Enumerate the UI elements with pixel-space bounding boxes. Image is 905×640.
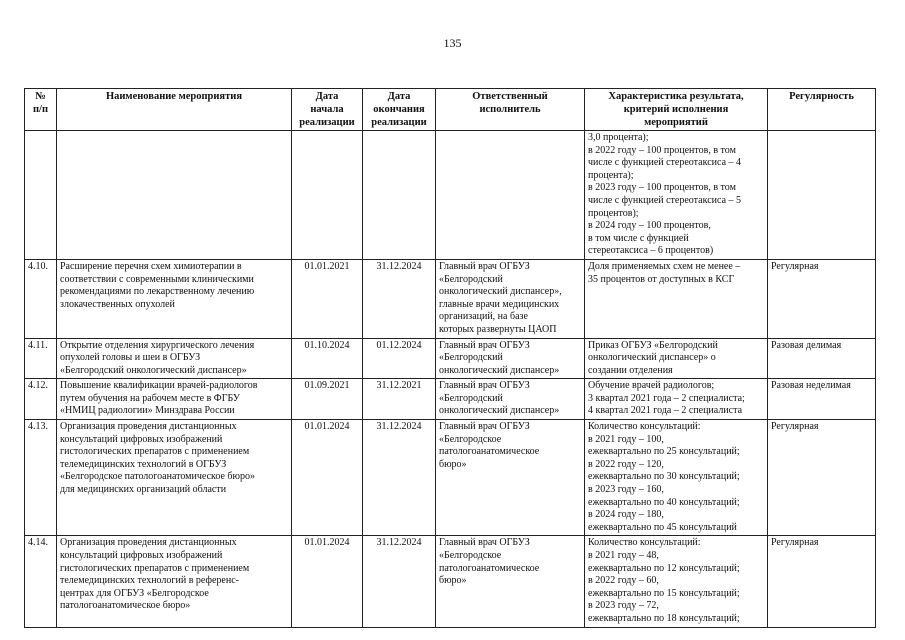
responsible-executor-line: бюро» [439, 458, 467, 470]
event-name-line: «Белгородское патологоанатомическое бюро» [60, 471, 255, 483]
event-name-cell [57, 536, 292, 627]
row-number: 4.12. [28, 380, 48, 392]
end-date-cell [363, 131, 436, 260]
event-name-line: консультаций цифровых изображений [60, 433, 223, 445]
result-description-line: 3 квартал 2021 года – 2 специалиста; [588, 392, 745, 404]
event-name-cell [57, 338, 292, 379]
result-description-line: 3,0 процента); [588, 132, 649, 143]
result-description-line: ежеквартально по 15 консультаций; [588, 587, 740, 599]
start-date-cell [292, 379, 363, 420]
event-name-line: опухолей головы и шеи в ОГБУЗ [60, 352, 201, 364]
row-number: 4.14. [28, 537, 48, 549]
result-description-line: онкологический диспансер» о [588, 352, 716, 364]
table-row [25, 131, 876, 260]
start-date-cell [292, 259, 363, 338]
event-name-line: «Белгородский онкологический диспансер» [60, 364, 247, 376]
end-date: 31.12.2021 [376, 380, 422, 392]
result-description-line: в 2024 году – 180, [588, 509, 664, 521]
start-date: 01.01.2024 [304, 537, 350, 549]
responsible-executor-line: онкологический диспансер» [439, 405, 560, 417]
header-line: Дата [315, 91, 339, 102]
header-line: реализации [299, 117, 355, 128]
regularity: Регулярная [771, 421, 819, 433]
end-date-cell [363, 338, 436, 379]
end-date: 31.12.2024 [376, 537, 422, 549]
start-date-cell [292, 420, 363, 536]
regularity-cell [768, 379, 876, 420]
responsible-executor-line: патологоанатомическое [439, 562, 540, 574]
table-row [25, 338, 876, 379]
regularity-cell [768, 259, 876, 338]
result-description-line: Обучение врачей радиологов; [588, 380, 715, 392]
start-date: 01.01.2021 [304, 260, 350, 272]
result-description-cell [585, 131, 768, 260]
end-date: 31.12.2024 [376, 421, 422, 433]
header-responsible [436, 89, 585, 131]
result-description-line: Количество консультаций: [588, 421, 701, 433]
responsible-executor-cell [436, 420, 585, 536]
result-description-line: ежеквартально по 12 консультаций; [588, 562, 740, 574]
event-name-line: «НМИЦ радиологии» Минздрава России [60, 405, 235, 417]
result-description-cell [585, 259, 768, 338]
end-date: 31.12.2024 [376, 260, 422, 272]
result-description-line: числе с функцией стереотаксиса – 4 [588, 157, 742, 169]
row-number-cell [25, 420, 57, 536]
responsible-executor-cell [436, 259, 585, 338]
responsible-executor-line: «Белгородский [439, 392, 503, 404]
result-description-line: в 2024 году – 100 процентов, [588, 220, 711, 232]
regularity: Регулярная [771, 260, 819, 272]
table-row [25, 379, 876, 420]
event-name-line: телемедицинских технологий в ОГБУЗ [60, 458, 227, 470]
result-description-cell [585, 536, 768, 627]
responsible-executor-line: которых развернуты ЦАОП [439, 323, 557, 335]
header-line: начала [310, 104, 344, 115]
result-description-line: процентов); [588, 207, 639, 219]
start-date: 01.09.2021 [304, 380, 350, 392]
table-row [25, 420, 876, 536]
end-date-cell [363, 420, 436, 536]
regularity: Разовая неделимая [771, 380, 851, 392]
event-name-line: Открытие отделения хирургического лечения [60, 339, 255, 351]
event-name-line: центрах для ОГБУЗ «Белгородское [60, 587, 209, 599]
event-name-line: Расширение перечня схем химиотерапии в [60, 260, 242, 272]
header-name [57, 89, 292, 131]
result-description-line: ежеквартально по 30 консультаций; [588, 471, 740, 483]
event-name-cell [57, 420, 292, 536]
row-number-cell [25, 338, 57, 379]
start-date-cell [292, 131, 363, 260]
event-name-line: путем обучения на рабочем месте в ФГБУ [60, 392, 240, 404]
row-number: 4.11. [28, 339, 48, 351]
result-description-line: в том числе с функцией [588, 232, 689, 244]
responsible-executor-line: онкологический диспансер» [439, 364, 560, 376]
responsible-executor-line: Главный врач ОГБУЗ [439, 421, 530, 433]
header-result [585, 89, 768, 131]
header-line: Характеристика результата, [608, 91, 744, 102]
header-line: мероприятий [644, 117, 708, 128]
result-description-line: в 2023 году – 160, [588, 484, 664, 496]
header-line: п/п [32, 104, 49, 115]
event-name-cell [57, 259, 292, 338]
event-name-line: Организация проведения дистанционных [60, 421, 237, 433]
start-date: 01.10.2024 [304, 339, 350, 351]
events-table [24, 88, 876, 628]
result-description-cell [585, 338, 768, 379]
result-description-line: числе с функцией стереотаксиса – 5 [588, 194, 742, 206]
result-description-line: Доля применяемых схем не менее – [588, 260, 741, 272]
result-description-line: ежеквартально по 18 консультаций; [588, 612, 740, 624]
header-line: реализации [371, 117, 427, 128]
event-name-line: Повышение квалификации врачей-радиологов [60, 380, 258, 392]
event-name-line: телемедицинских технологий в референс- [60, 575, 239, 587]
table-row [25, 536, 876, 627]
responsible-executor-line: патологоанатомическое [439, 446, 540, 458]
header-start-date [292, 89, 363, 131]
responsible-executor-line: главные врачи медицинских [439, 298, 560, 310]
table-body [25, 131, 876, 628]
responsible-executor-line: «Белгородский [439, 352, 503, 364]
result-description-line: 35 процентов от доступных в КСГ [588, 273, 735, 285]
event-name-line: консультаций цифровых изображений [60, 550, 223, 561]
result-description-cell [585, 420, 768, 536]
header-line: № [35, 91, 46, 102]
end-date: 01.12.2024 [376, 339, 422, 351]
result-description-line: стереотаксиса – 6 процентов) [588, 245, 714, 257]
result-description-line: создании отделения [588, 364, 673, 376]
regularity-cell [768, 131, 876, 260]
result-description-line: ежеквартально по 25 консультаций; [588, 446, 740, 458]
result-description-line: ежеквартально по 40 консультаций; [588, 496, 740, 508]
header-regularity [768, 89, 876, 131]
event-name-line: патологоанатомическое бюро» [60, 600, 191, 612]
event-name-line: соответствии с современными клиническими [60, 273, 254, 285]
result-description-line: в 2021 году – 48, [588, 550, 659, 561]
result-description-line: в 2022 году – 100 процентов, в том [588, 144, 736, 156]
result-description-line: Количество консультаций: [588, 537, 701, 549]
responsible-executor-cell [436, 338, 585, 379]
responsible-executor-line: Главный врач ОГБУЗ [439, 339, 530, 351]
event-name-line: гистологических препаратов с применением [60, 446, 250, 458]
header-line: Ответственный [472, 91, 548, 102]
result-description-line: Приказ ОГБУЗ «Белгородский [588, 339, 718, 351]
responsible-executor-line: Главный врач ОГБУЗ [439, 380, 530, 392]
end-date-cell [363, 379, 436, 420]
header-line: окончания [373, 104, 425, 115]
event-name-line: злокачественных опухолей [60, 298, 175, 310]
header-line: Наименование мероприятия [105, 91, 243, 102]
result-description-line: в 2021 году – 100, [588, 433, 664, 445]
result-description-line: в 2022 году – 120, [588, 458, 664, 470]
end-date-cell [363, 536, 436, 627]
result-description-line: в 2023 году – 72, [588, 600, 659, 612]
header-line: Регулярность [789, 91, 854, 102]
responsible-executor-line: «Белгородский [439, 273, 503, 285]
result-description-line: ежеквартально по 45 консультаций [588, 521, 737, 533]
page-number: 135 [443, 36, 462, 50]
row-number-cell [25, 379, 57, 420]
table-row [25, 259, 876, 338]
regularity-cell [768, 536, 876, 627]
regularity: Разовая делимая [771, 339, 842, 351]
start-date: 01.01.2024 [304, 421, 350, 433]
row-number-cell [25, 131, 57, 260]
row-number-cell [25, 536, 57, 627]
header-row [25, 89, 876, 131]
responsible-executor-cell [436, 379, 585, 420]
header-line: Дата [387, 91, 411, 102]
regularity-cell [768, 420, 876, 536]
responsible-executor-line: организаций, на базе [439, 311, 528, 323]
end-date-cell [363, 259, 436, 338]
responsible-executor-cell [436, 536, 585, 627]
regularity: Регулярная [771, 537, 819, 549]
responsible-executor-line: онкологический диспансер», [439, 286, 562, 298]
regularity-cell [768, 338, 876, 379]
header-line: исполнитель [479, 104, 541, 115]
responsible-executor-line: «Белгородское [439, 550, 502, 561]
event-name-line: Организация проведения дистанционных [60, 537, 237, 549]
header-line: критерий исполнения [623, 104, 729, 115]
responsible-executor-line: «Белгородское [439, 433, 502, 445]
event-name-cell [57, 131, 292, 260]
responsible-executor-line: Главный врач ОГБУЗ [439, 537, 530, 549]
event-name-cell [57, 379, 292, 420]
row-number: 4.10. [28, 260, 48, 272]
event-name-line: гистологических препаратов с применением [60, 562, 250, 574]
result-description-line: 4 квартал 2021 года – 2 специалиста [588, 405, 743, 417]
responsible-executor-cell [436, 131, 585, 260]
row-number-cell [25, 259, 57, 338]
result-description-line: процента); [588, 169, 634, 181]
responsible-executor-line: бюро» [439, 575, 467, 587]
start-date-cell [292, 338, 363, 379]
header-num [25, 89, 57, 131]
responsible-executor-line: Главный врач ОГБУЗ [439, 260, 530, 272]
row-number: 4.13. [28, 421, 48, 433]
result-description-line: в 2022 году – 60, [588, 575, 659, 587]
event-name-line: рекомендациями по лекарственному лечению [60, 286, 255, 298]
start-date-cell [292, 536, 363, 627]
event-name-line: для медицинских организаций области [60, 484, 227, 496]
result-description-line: в 2023 году – 100 процентов, в том [588, 182, 736, 194]
result-description-cell [585, 379, 768, 420]
header-end-date [363, 89, 436, 131]
